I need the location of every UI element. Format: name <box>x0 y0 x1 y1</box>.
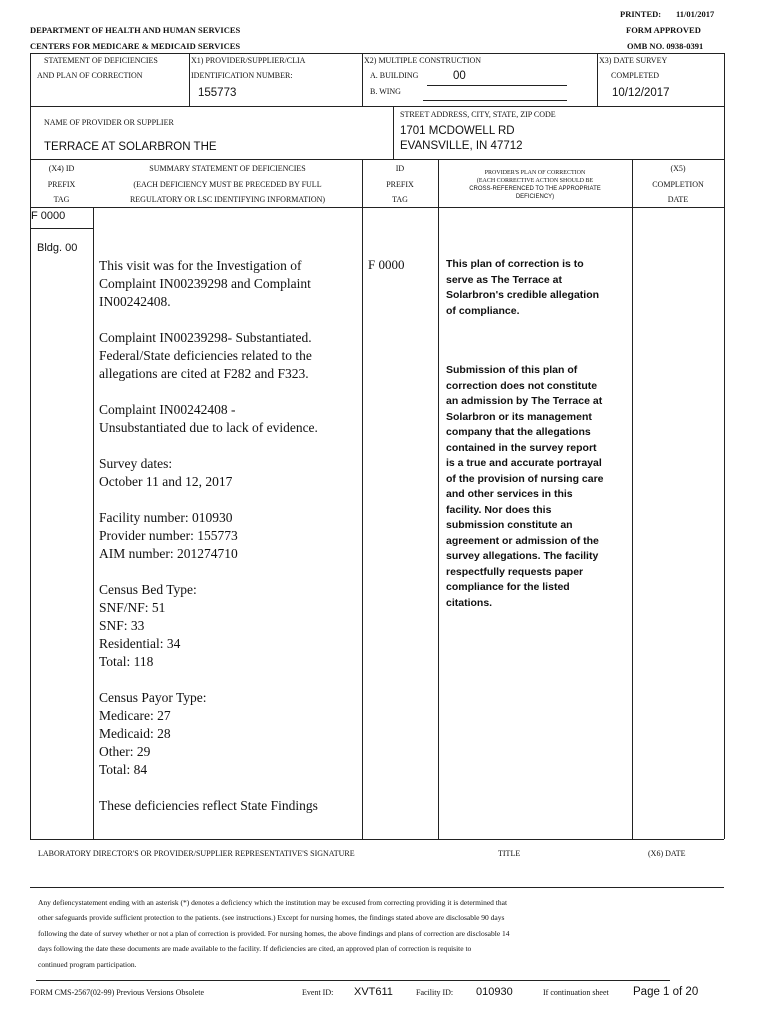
address-line-2: EVANSVILLE, IN 47712 <box>400 140 523 152</box>
text-line: Other: 29 <box>99 744 151 759</box>
centers-title: CENTERS FOR MEDICARE & MEDICAID SERVICES <box>30 41 241 51</box>
building-label: A. BUILDING <box>370 71 419 80</box>
paragraph-survey-dates <box>99 455 359 491</box>
rule-signature-bottom <box>30 887 724 888</box>
text-line: Census Payor Type: <box>99 690 207 705</box>
x4-label-2: PREFIX <box>47 180 76 189</box>
text-line: Solarbron or its management <box>446 410 592 423</box>
disclaimer-line: following the date of survey whether or not a plan of correction is provided. For nursing homes, the above findings and plans of correction are disclosable 14 <box>38 928 510 938</box>
event-value: XVT611 <box>354 986 393 998</box>
page-number: Page 1 of 20 <box>633 986 699 998</box>
x5-label-2: COMPLETION <box>652 180 704 189</box>
text-line: an admission by The Terrace at <box>446 395 603 407</box>
summary-label-3: REGULATORY OR LSC IDENTIFYING INFORMATION) <box>129 195 326 204</box>
rule-v1 <box>189 53 190 106</box>
text-line: of the provision of nursing care <box>446 472 604 485</box>
text-line: is a true and accurate portrayal <box>446 457 602 469</box>
plan-tag: F 0000 <box>368 257 405 272</box>
paragraph-visit <box>99 257 359 311</box>
wing-label: B. WING <box>370 87 401 96</box>
facility-value: 010930 <box>476 986 513 998</box>
rule-right-edge <box>724 53 725 159</box>
id-label-3: TAG <box>392 195 408 204</box>
plan-paragraph-2 <box>446 363 630 611</box>
rule-footer <box>36 980 670 981</box>
paragraph-complaint-1 <box>99 329 359 383</box>
text-line: SNF: 33 <box>99 618 145 633</box>
plan-paragraph-1 <box>446 257 630 319</box>
address-line-1: 1701 MCDOWELL RD <box>400 125 515 137</box>
disclaimer-line: other safeguards provide sufficient protection to the patients. (see instructions.) Except for nursing homes, the findings stated above are disclosable 90 days <box>38 913 505 923</box>
plan-label-2: (EACH CORRECTIVE ACTION SHOULD BE <box>476 178 594 184</box>
text-line: agreement or admission of the <box>446 534 599 547</box>
plan-label-3: CROSS-REFERENCED TO THE APPROPRIATE <box>469 186 601 192</box>
rule-left-edge <box>30 53 31 159</box>
rule-body-c4 <box>632 159 633 839</box>
provider-id-value: 155773 <box>198 87 237 99</box>
text-line: This visit was for the Investigation of <box>99 258 302 273</box>
rule-body-right <box>724 159 725 839</box>
tag-underline <box>30 228 93 229</box>
paragraph-census-bed <box>99 581 359 671</box>
text-line: Complaint IN00239298 and Complaint <box>99 276 311 291</box>
rule-top <box>30 53 724 54</box>
disclaimer-line: days following the date these documents are made available to the facility. If deficiencies are cited, an approved plan of correction is requisite to <box>38 944 472 954</box>
disclaimer <box>38 895 510 972</box>
disclaimer-line: continued program participation. <box>38 959 137 969</box>
text-line: These deficiencies reflect State Findings <box>99 798 318 813</box>
rule-body-c1 <box>93 207 94 839</box>
address-label: STREET ADDRESS, CITY, STATE, ZIP CODE <box>400 110 556 119</box>
rule-body-c3 <box>438 159 439 839</box>
text-line: Provider number: 155773 <box>99 528 238 543</box>
rule-box1-bottom <box>30 106 724 107</box>
disclaimer-line: Any defiencystatement ending with an asterisk (*) denotes a deficiency which the institution may be excused from correcting providing it is determined that <box>38 898 508 907</box>
text-line: of compliance. <box>446 304 520 317</box>
text-line: AIM number: 201274710 <box>99 546 238 561</box>
text-line: Census Bed Type: <box>99 582 197 597</box>
text-line: submission constitute an <box>446 519 573 531</box>
summary-label-2: (EACH DEFICIENCY MUST BE PRECEDED BY FULL <box>133 180 322 189</box>
plan-label-1: PROVIDER'S PLAN OF CORRECTION <box>484 170 586 176</box>
building-value: 00 <box>453 70 466 82</box>
text-line: Complaint IN00242408 - <box>99 402 236 417</box>
text-line: serve as The Terrace at <box>446 273 562 286</box>
text-line: correction does not constitute <box>446 379 598 392</box>
provider-name-value: TERRACE AT SOLARBRON THE <box>44 141 217 153</box>
x4-label-1: (X4) ID <box>48 164 75 173</box>
continuation-label: If continuation sheet <box>543 988 609 997</box>
rule-provider-bottom <box>30 159 724 160</box>
text-line: Medicaid: 28 <box>99 726 171 741</box>
text-line: and other services in this <box>446 488 573 500</box>
id-label-2: PREFIX <box>386 180 414 189</box>
summary-label-1: SUMMARY STATEMENT OF DEFICIENCIES <box>149 164 306 173</box>
summary-text <box>99 257 359 815</box>
date-label: (X6) DATE <box>648 849 686 858</box>
printed-label: PRINTED: <box>620 9 662 19</box>
text-line: company that the allegations <box>446 426 591 438</box>
x3-label-2: COMPLETED <box>611 71 659 80</box>
text-line: survey allegations. The facility <box>446 550 599 562</box>
survey-date-value: 10/12/2017 <box>612 87 670 99</box>
rule-body-left <box>30 159 31 839</box>
x4-label-3: TAG <box>53 195 70 204</box>
x1-label-2: IDENTIFICATION NUMBER: <box>191 71 293 80</box>
text-line: Residential: 34 <box>99 636 181 651</box>
paragraph-census-payor <box>99 689 359 779</box>
text-line: Federal/State deficiencies related to the <box>99 348 312 363</box>
paragraph-state-findings <box>99 797 359 815</box>
rule-v2 <box>362 53 363 106</box>
text-line: October 11 and 12, 2017 <box>99 474 233 489</box>
paragraph-complaint-2 <box>99 401 359 437</box>
text-line: Total: 118 <box>99 654 154 669</box>
title-label: TITLE <box>498 849 521 858</box>
text-line: This plan of correction is to <box>446 258 584 270</box>
rule-v4 <box>393 106 394 159</box>
x3-label-1: X3) DATE SURVEY <box>599 56 668 65</box>
text-line: compliance for the listed <box>446 581 570 593</box>
rule-colhead-bottom <box>30 207 724 208</box>
x2-label: X2) MULTIPLE CONSTRUCTION <box>364 56 482 65</box>
text-line: Medicare: 27 <box>99 708 171 723</box>
building-underline <box>427 85 567 86</box>
text-line: Complaint IN00239298- Substantiated. <box>99 330 312 345</box>
department-title: DEPARTMENT OF HEALTH AND HUMAN SERVICES <box>30 25 241 35</box>
text-line: Facility number: 010930 <box>99 510 233 525</box>
omb-number: OMB NO. 0938-0391 <box>627 41 704 51</box>
provider-name-label: NAME OF PROVIDER OR SUPPLIER <box>44 118 174 127</box>
text-line: allegations are cited at F282 and F323. <box>99 366 309 381</box>
printed-date: 11/01/2017 <box>676 9 715 19</box>
x5-label-3: DATE <box>667 195 689 204</box>
rule-v3 <box>597 53 598 106</box>
text-line: Total: 84 <box>99 762 148 777</box>
text-line: facility. Nor does this <box>446 503 552 516</box>
wing-underline <box>423 100 567 101</box>
facility-label: Facility ID: <box>416 988 454 997</box>
plan-label-4: DEFICIENCY) <box>515 194 555 200</box>
text-line: SNF/NF: 51 <box>99 600 166 615</box>
paragraph-facility-numbers <box>99 509 359 563</box>
form-id: FORM CMS-2567(02-99) Previous Versions Obsolete <box>30 988 205 997</box>
text-line: Unsubstantiated due to lack of evidence. <box>99 420 318 435</box>
form-approved: FORM APPROVED <box>626 25 701 35</box>
signature-label: LABORATORY DIRECTOR'S OR PROVIDER/SUPPLIER REPRESENTATIVE'S SIGNATURE <box>38 849 355 858</box>
rule-body-bottom <box>30 839 724 840</box>
event-label: Event ID: <box>302 988 334 997</box>
statement-label-2: AND PLAN OF CORRECTION <box>37 71 143 80</box>
text-line: respectfully requests paper <box>446 565 584 578</box>
deficiency-tag: F 0000 <box>31 210 66 222</box>
x1-label-1: X1) PROVIDER/SUPPLIER/CLIA <box>191 56 306 65</box>
x5-label-1: (X5) <box>670 164 686 173</box>
text-line: citations. <box>446 596 493 609</box>
rule-body-c2 <box>362 159 363 839</box>
building-tag: Bldg. 00 <box>37 242 78 254</box>
text-line: Solarbron's credible allegation <box>446 289 600 301</box>
text-line: Survey dates: <box>99 456 173 471</box>
statement-label-1: STATEMENT OF DEFICIENCIES <box>44 56 158 65</box>
text-line: IN00242408. <box>99 294 171 309</box>
text-line: contained in the survey report <box>446 441 597 454</box>
text-line: Submission of this plan of <box>446 364 578 376</box>
id-label-1: ID <box>395 164 405 173</box>
